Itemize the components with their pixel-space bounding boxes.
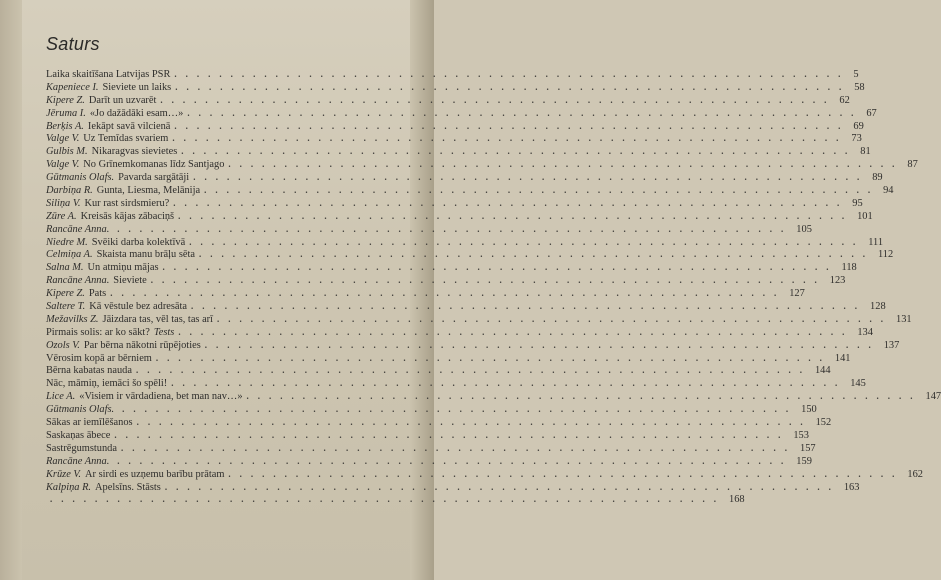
dot-leader: ............................................................ [178, 326, 854, 337]
toc-entry-author: Rancāne Anna. [46, 275, 110, 287]
toc-entry-title: Nikaragvas sievietes [91, 146, 178, 158]
toc-entry [46, 352, 851, 365]
dot-leader: ............................................................ [228, 159, 904, 170]
dot-leader: ............................................................ [228, 468, 904, 479]
toc-entry [46, 94, 850, 107]
dot-leader: ............................................................ [189, 236, 865, 247]
toc-entry [46, 468, 923, 481]
toc-entry-page-number: 112 [877, 249, 894, 261]
toc-entry-author: Valge V. [46, 133, 80, 145]
dot-leader: ............................................................ [178, 210, 854, 221]
toc-entry-page-number: 101 [857, 210, 873, 222]
toc-entry-author: Rancāne Anna. [46, 455, 110, 467]
toc-entry-author: Jēruma I. [46, 107, 86, 119]
toc-entry-title: Par bērna nākotni rūpējoties [83, 339, 201, 351]
dot-leader: ............................................................ [164, 481, 840, 492]
dot-leader: ............................................................ [114, 429, 790, 440]
toc-entry-author: Gūtmanis Olafs. [46, 172, 115, 184]
toc-entry-author: Berķis A. [46, 120, 84, 132]
dot-leader: ............................................................ [172, 133, 848, 144]
toc-entry-author: Gūtmanis Olafs. [46, 404, 115, 416]
toc-entry-page-number: 87 [907, 159, 918, 171]
toc-entry-title: Bērna kabatas nauda [46, 365, 132, 377]
dot-leader: ............................................................ [175, 81, 851, 92]
dot-leader: ............................................................ [191, 301, 867, 312]
toc-entry [46, 377, 866, 390]
toc-entry-author: Krūze V. [46, 468, 82, 480]
toc-entry [46, 107, 877, 120]
toc-entry [46, 197, 863, 210]
dot-leader: ............................................................ [160, 94, 836, 105]
toc-entry [46, 416, 832, 429]
toc-entry-page-number: 73 [851, 133, 862, 145]
dot-leader: ............................................................ [135, 365, 811, 376]
dot-leader: ............................................................ [246, 391, 922, 402]
toc-entry-title: Uz Temīdas svariem [83, 133, 169, 145]
toc-entry [46, 171, 883, 184]
dot-leader: ............................................................ [217, 313, 893, 324]
dot-leader: ............................................................ [110, 288, 786, 299]
toc-entry [46, 184, 894, 197]
dot-leader: ............................................................ [162, 262, 838, 273]
toc-entry-tag: Tests [153, 326, 175, 338]
toc-entry-title: Kā vēstule bez adresāta [89, 301, 188, 313]
toc-entry-page-number: 163 [843, 481, 860, 493]
toc-entry [46, 313, 912, 326]
toc-entry [46, 132, 862, 145]
dot-leader: ............................................................ [117, 455, 793, 466]
toc-entry-title: Nāc, māmiņ, iemāci šo spēli! [46, 378, 168, 390]
toc-entry [46, 68, 859, 81]
toc-entry [46, 403, 817, 416]
toc-entry-title: Sākas ar iemīlēšanos [46, 417, 133, 429]
dot-leader: ............................................................ [204, 185, 880, 196]
toc-entry-title: Svēiki darba kolektīvā [91, 236, 186, 248]
toc-entry-title: Ar sirdi es uzņemu barību prātam [85, 468, 225, 480]
toc-entry-page-number: 94 [883, 185, 894, 197]
toc-entry [46, 158, 918, 171]
toc-entry [46, 236, 884, 249]
toc-entry-page-number: 111 [868, 236, 884, 248]
dot-leader: ............................................................ [122, 404, 798, 415]
toc-entry-title: Iekāpt savā vilcienā [87, 120, 171, 132]
page-gutter-shadow [0, 0, 22, 580]
toc-entry [46, 339, 900, 352]
toc-entry-title: «Visiem ir vārdadiena, bet man nav…» [79, 391, 243, 403]
toc-entry-title: Pavarda sargātāji [118, 172, 190, 184]
toc-entry-page-number: 69 [853, 120, 864, 132]
toc-entry-title: Vērosim kopā ar bērniem [46, 352, 152, 364]
toc-entry-page-number: 89 [872, 172, 883, 184]
toc-entry [46, 429, 809, 442]
toc-entry-page-number: 137 [883, 339, 900, 351]
toc-entry-page-number: 134 [857, 326, 873, 338]
toc-entry-author: Lice A. [46, 391, 76, 403]
toc-entry-title: «Jo dažādāki esam…» [89, 107, 184, 119]
toc-entry-page-number: 131 [896, 313, 912, 325]
toc-entry-title: Kur rast sirdsmieru? [84, 197, 170, 209]
toc-entry-title: Sieviete un laiks [102, 81, 172, 93]
toc-entry-page-number: 153 [793, 429, 809, 441]
toc-entry [46, 481, 860, 494]
toc-entry-page-number: 159 [796, 455, 812, 467]
toc-entry-author: Ozols V. [46, 339, 80, 351]
toc-entry-title: Sastrēgumstunda [46, 442, 117, 454]
dot-leader: ............................................................ [174, 69, 850, 79]
toc-entry [46, 287, 805, 300]
dot-leader: ............................................................ [173, 197, 849, 208]
toc-entry [46, 223, 812, 236]
dot-leader: ............................................................ [181, 146, 857, 157]
toc-entry-page-number: 118 [841, 262, 857, 274]
toc-entry [46, 120, 864, 133]
toc-entry-page-number: 162 [907, 468, 923, 480]
toc-entry-page-number: 62 [839, 94, 850, 106]
toc-entry-author: Mežavilks Z. [46, 313, 99, 325]
toc-entry [46, 300, 886, 313]
toc-entry-title: Skaista manu brāļu sēta [96, 249, 195, 261]
dot-leader: ............................................................ [193, 172, 869, 183]
toc-entry-author: Kipere Z. [46, 288, 85, 300]
toc-entry-page-number: 127 [789, 288, 805, 300]
toc-entry [46, 81, 865, 94]
dot-leader: ............................................................ [155, 352, 831, 363]
toc-entry-page-number: 81 [860, 146, 871, 158]
toc-entry-title: Saskaņas ābece [46, 429, 111, 441]
toc-entry-author: Rancāne Anna. [46, 223, 110, 235]
dot-leader: ............................................................ [171, 378, 847, 389]
toc-entry [46, 390, 941, 403]
toc-entry-title: Pirmais solis: ar ko sākt? [46, 326, 150, 338]
toc-entry-page-number: 123 [829, 275, 846, 287]
toc-entry-author: Saltere T. [46, 301, 86, 313]
toc-entry-title: Laika skaitīšana Latvijas PSR [46, 69, 171, 80]
toc-entry-title: Apelsīns. Stāsts [95, 481, 161, 493]
toc-entry [46, 274, 846, 287]
toc-entry-title: Sieviete [113, 275, 147, 287]
toc-entry-title: Gunta, Liesma, Melānija [96, 185, 201, 197]
toc-entry-author: Kapeniece I. [46, 81, 99, 93]
toc-entry [46, 455, 812, 468]
toc-entry [46, 210, 873, 223]
toc-entry-author: Niedre M. [46, 236, 88, 248]
toc-entry-author: Zūre A. [46, 210, 77, 222]
toc-entry-page-number: 144 [814, 365, 831, 377]
dot-leader: ............................................................ [187, 107, 863, 118]
toc-entry-author: Siliņa V. [46, 197, 81, 209]
toc-entry-page-number: 105 [796, 223, 812, 235]
toc-entry-page-number: 141 [834, 352, 851, 364]
toc-entry-author: Celmiņa A. [46, 249, 93, 261]
toc-entry-page-number: 168 [729, 494, 745, 506]
toc-entry [46, 261, 857, 274]
toc-entry-page-number: 157 [800, 442, 816, 454]
toc-entry [46, 145, 871, 158]
toc-entry-title: Kreisās kājas zābaciņš [80, 210, 175, 222]
toc-entry-author: Darbiņa R. [46, 185, 93, 197]
toc-entry-page-number: 5 [853, 69, 859, 80]
toc-entry-author: Valge V. [46, 159, 80, 171]
toc-entry [46, 364, 831, 377]
toc-entry-author: Kalpiņa R. [46, 481, 92, 493]
contents-heading: Saturs [46, 34, 100, 54]
dot-leader: ............................................................ [174, 120, 850, 131]
toc-entry-author: Salna M. [46, 262, 84, 274]
toc-entry-author: Kipere Z. [46, 94, 85, 106]
toc-entry-title: Pats [88, 288, 107, 300]
toc-entry-page-number: 145 [850, 378, 866, 390]
toc-entry-title: No Grīnemkomanas līdz Santjago [83, 159, 225, 171]
toc-entry [46, 248, 894, 261]
toc-entry-author: Gulbis M. [46, 146, 88, 158]
dot-leader: ............................................................ [198, 249, 874, 260]
toc-entry-title: Darīt un uzvarēt [88, 94, 157, 106]
dot-leader: ............................................................ [204, 339, 880, 350]
dot-leader: ............................................................ [150, 275, 826, 286]
toc-entry [46, 326, 873, 339]
toc-entry-title: Jāizdara tas, vēl tas, tas arī [102, 313, 214, 325]
dot-leader: ............................................................ [117, 223, 793, 234]
toc-entry-page-number: 152 [815, 417, 832, 429]
toc-entry-page-number: 147 [925, 391, 941, 403]
toc-entry-page-number: 128 [870, 301, 886, 313]
toc-entry-page-number: 58 [854, 81, 865, 93]
dot-leader: ............................................................ [136, 417, 812, 428]
toc-entry-page-number: 67 [866, 107, 877, 119]
toc-entry-page-number: 150 [801, 404, 817, 416]
toc-entry-title: Un atmiņu mājas [87, 262, 159, 274]
table-of-contents [46, 68, 941, 506]
dot-leader: ............................................................ [50, 494, 725, 505]
toc-entry [46, 493, 745, 506]
dot-leader: ............................................................ [121, 442, 796, 453]
toc-entry-page-number: 95 [852, 197, 863, 209]
toc-entry [46, 442, 816, 455]
